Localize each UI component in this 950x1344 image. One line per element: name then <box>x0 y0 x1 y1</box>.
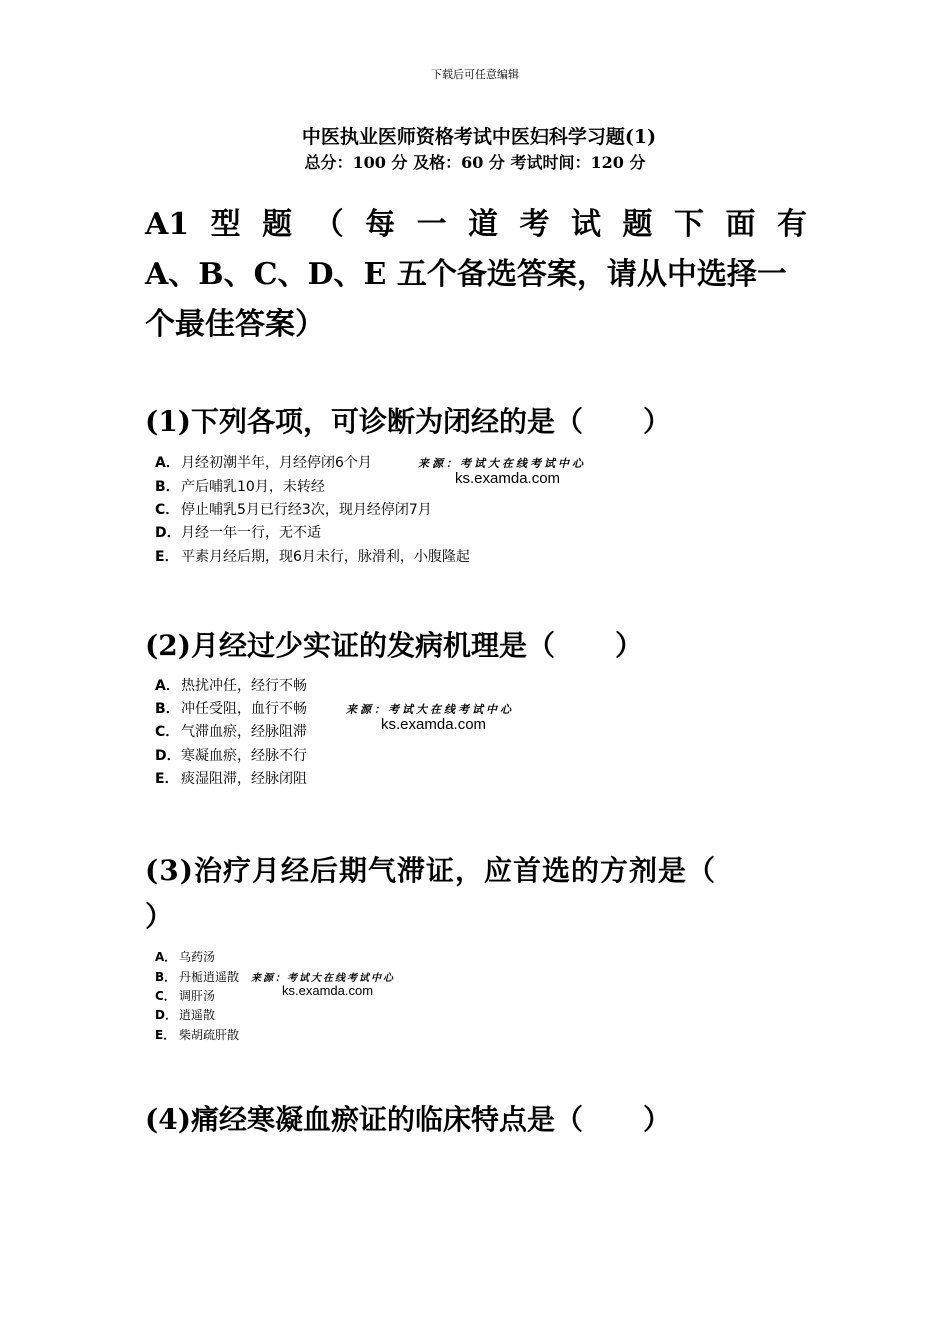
question-1-close-paren: ） <box>642 405 671 438</box>
watermark-url: ks.examda.com <box>455 470 561 487</box>
section-heading-line1 <box>145 200 807 250</box>
option-b <box>155 968 239 985</box>
section-word: 型 <box>210 207 241 242</box>
section-heading <box>145 200 807 350</box>
option-letter: A． <box>155 455 180 471</box>
option-text: 寒凝血瘀，经脉不行 <box>181 748 307 764</box>
option-text: 月经一年一行，无不适 <box>181 525 321 541</box>
option-text: 调肝汤 <box>179 989 216 1003</box>
option-b <box>155 698 307 718</box>
question-4-close-paren: ） <box>642 1103 671 1136</box>
watermark-source: 来源：考试大在线考试中心 <box>418 457 586 470</box>
option-letter: E． <box>155 771 179 787</box>
section-word: 题 <box>262 207 293 242</box>
option-text: 冲任受阻，血行不畅 <box>181 701 307 717</box>
section-word: A1 <box>145 207 190 242</box>
option-text: 柴胡疏肝散 <box>179 1028 240 1042</box>
section-word: 试 <box>571 207 602 242</box>
question-4-text: (4)痛经寒凝血瘀证的临床特点是（ <box>145 1103 583 1136</box>
section-word: 题 <box>622 207 653 242</box>
question-1-text: (1)下列各项，可诊断为闭经的是（ <box>145 405 583 438</box>
option-d <box>155 745 307 765</box>
option-a <box>155 675 307 695</box>
option-d <box>155 1006 215 1023</box>
option-letter: A． <box>155 950 177 964</box>
option-letter: D． <box>155 525 181 541</box>
option-text: 逍遥散 <box>179 1008 216 1022</box>
question-3-text: (3)治疗月经后期气滞证，应首选的方剂是（ <box>145 854 716 887</box>
option-a <box>155 948 215 965</box>
section-word: 一 <box>416 207 447 242</box>
option-text: 平素月经后期，现6月未行，脉滑利，小腹隆起 <box>181 549 470 565</box>
option-a <box>155 452 372 472</box>
question-3-close-paren: ） <box>145 900 174 933</box>
option-letter: D． <box>155 1008 177 1022</box>
option-e <box>155 1026 239 1043</box>
section-word: 有 <box>776 207 807 242</box>
section-word: 道 <box>468 207 499 242</box>
option-text: 产后哺乳10月，未转经 <box>181 479 325 495</box>
option-text: 气滞血瘀，经脉阻滞 <box>181 724 307 740</box>
option-text: 热扰冲任，经行不畅 <box>181 678 307 694</box>
option-letter: C． <box>155 724 180 740</box>
option-text: 乌药汤 <box>179 950 216 964</box>
score-line: 总分：100 分 及格：60 分 考试时间：120 分 <box>304 153 646 172</box>
option-letter: B． <box>155 479 180 495</box>
option-letter: E． <box>155 1028 176 1042</box>
option-text: 停止哺乳5月已行经3次，现月经停闭7月 <box>181 502 432 518</box>
question-2-close-paren: ） <box>614 629 643 662</box>
section-word: 每 <box>365 207 396 242</box>
question-1 <box>145 399 807 445</box>
question-3 <box>145 848 807 940</box>
section-word: 考 <box>519 207 550 242</box>
watermark-source: 来源：考试大在线考试中心 <box>251 973 395 984</box>
section-word: 下 <box>674 207 704 242</box>
question-2-text: (2)月经过少实证的发病机理是（ <box>145 629 555 662</box>
question-2 <box>145 623 807 669</box>
option-d <box>155 522 321 542</box>
section-heading-line3: 个最佳答案） <box>145 307 325 342</box>
option-c <box>155 987 215 1004</box>
section-word: 面 <box>725 207 756 242</box>
option-letter: D． <box>155 748 181 764</box>
option-letter: E． <box>155 549 179 565</box>
exam-title: 中医执业医师资格考试中医妇科学习题(1) <box>301 126 657 148</box>
option-text: 丹栀逍遥散 <box>179 970 240 984</box>
option-text: 痰湿阻滞，经脉闭阻 <box>181 771 307 787</box>
option-letter: C． <box>155 989 176 1003</box>
section-heading-line2: A、B、C、D、E 五个备选答案，请从中选择一 <box>145 257 787 292</box>
question-4 <box>145 1097 807 1143</box>
watermark-url: ks.examda.com <box>282 983 374 998</box>
option-c <box>155 721 307 741</box>
option-letter: B． <box>155 970 177 984</box>
option-e <box>155 546 470 566</box>
option-e <box>155 768 307 788</box>
watermark-source: 来源：考试大在线考试中心 <box>346 703 514 716</box>
download-note: 下载后可任意编辑 <box>431 68 519 81</box>
watermark-url: ks.examda.com <box>381 716 487 733</box>
option-b <box>155 476 325 496</box>
option-text: 月经初潮半年，月经停闭6个月 <box>181 455 372 471</box>
option-letter: A． <box>155 678 180 694</box>
option-letter: C． <box>155 502 180 518</box>
option-letter: B． <box>155 701 180 717</box>
option-c <box>155 499 432 519</box>
section-word: （ <box>313 207 344 242</box>
